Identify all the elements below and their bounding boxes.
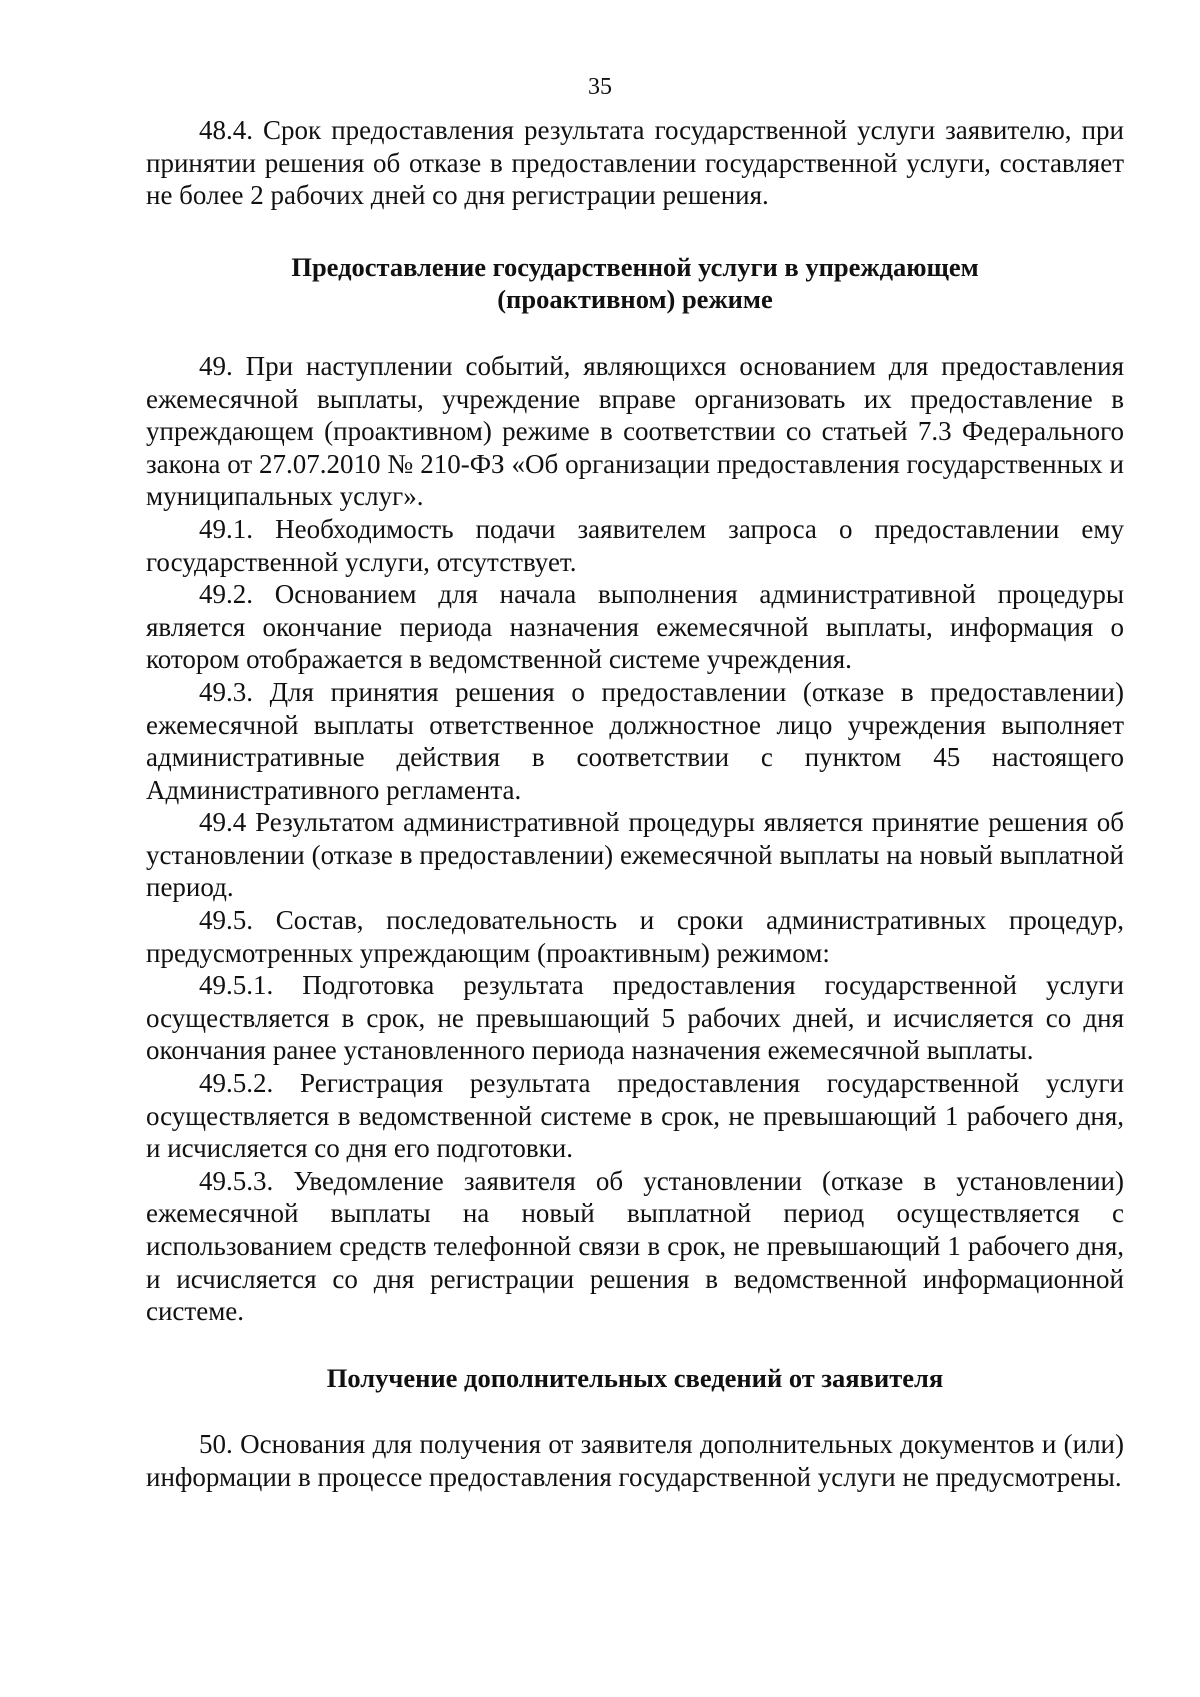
paragraph-49-4: 49.4 Результатом административной процедуры является принятие решения об установлении (отказе в предоставлении) ежемесячной выплаты на новый выплатной период. xyxy=(146,807,1124,903)
section-heading-additional-info: Получение дополнительных сведений от заявителя xyxy=(326,1362,944,1393)
paragraph-49: 49. При наступлении событий, являющихся основанием для предоставления ежемесячной выплаты, учреждение вправе организовать их предоставление в упреждающем (проактивном) режиме в соответствии со статьей 7.3 Федерального закона от 27.07.2010 № 210-ФЗ «Об организации предоставления государственных и муниципальных услуг». xyxy=(146,350,1124,512)
section-heading-proactive-mode xyxy=(146,251,1124,316)
paragraph-49-1: 49.1. Необходимость подачи заявителем запроса о предоставлении ему государственной услуги, отсутствует. xyxy=(146,513,1124,577)
paragraph-49-3: 49.3. Для принятия решения о предоставлении (отказе в предоставлении) ежемесячной выплаты ответственное должностное лицо учреждения выполняет административные действия в соответствии с пунктом 45 настоящего Административного регламента. xyxy=(146,676,1124,805)
page-number: 35 xyxy=(588,74,612,100)
paragraph-49-5-1: 49.5.1. Подготовка результата предоставления государственной услуги осуществляется в срок, не превышающий 5 рабочих дней, и исчисляется со дня окончания ранее установленного периода назначения ежемесячной выплаты. xyxy=(146,970,1124,1066)
paragraph-50: 50. Основания для получения от заявителя дополнительных документов и (или) информации в процессе предоставления государственной услуги не предусмотрены. xyxy=(146,1429,1124,1492)
section-49 xyxy=(146,350,1124,1328)
section-50 xyxy=(146,1428,1124,1493)
heading-line-1: Предоставление государственной услуги в упреждающем xyxy=(291,251,979,282)
paragraph-48-4: 48.4. Срок предоставления результата государственной услуги заявителю, при принятии решения об отказе в предоставлении государственной услуги, составляет не более 2 рабочих дней со дня регистрации решения. xyxy=(146,115,1124,211)
heading-line-2: (проактивном) режиме xyxy=(497,284,773,315)
paragraph-49-5-2: 49.5.2. Регистрация результата предоставления государственной услуги осуществляется в ведомственной системе в срок, не превышающий 1 рабочего дня, и исчисляется со дня его подготовки. xyxy=(146,1068,1124,1164)
paragraph-49-5: 49.5. Состав, последовательность и сроки административных процедур, предусмотренных упреждающим (проактивным) режимом: xyxy=(146,905,1124,968)
paragraph-49-2: 49.2. Основанием для начала выполнения административной процедуры является окончание периода назначения ежемесячной выплаты, информация о котором отображается в ведомственной системе учреждения. xyxy=(146,579,1124,675)
document-body xyxy=(146,114,1124,1494)
paragraph-49-5-3: 49.5.3. Уведомление заявителя об установлении (отказе в установлении) ежемесячной выплаты на новый выплатной период осуществляется с использованием средств телефонной связи в срок, не превышающий 1 рабочего дня, и исчисляется со дня регистрации решения в ведомственной информационной системе. xyxy=(146,1165,1124,1327)
